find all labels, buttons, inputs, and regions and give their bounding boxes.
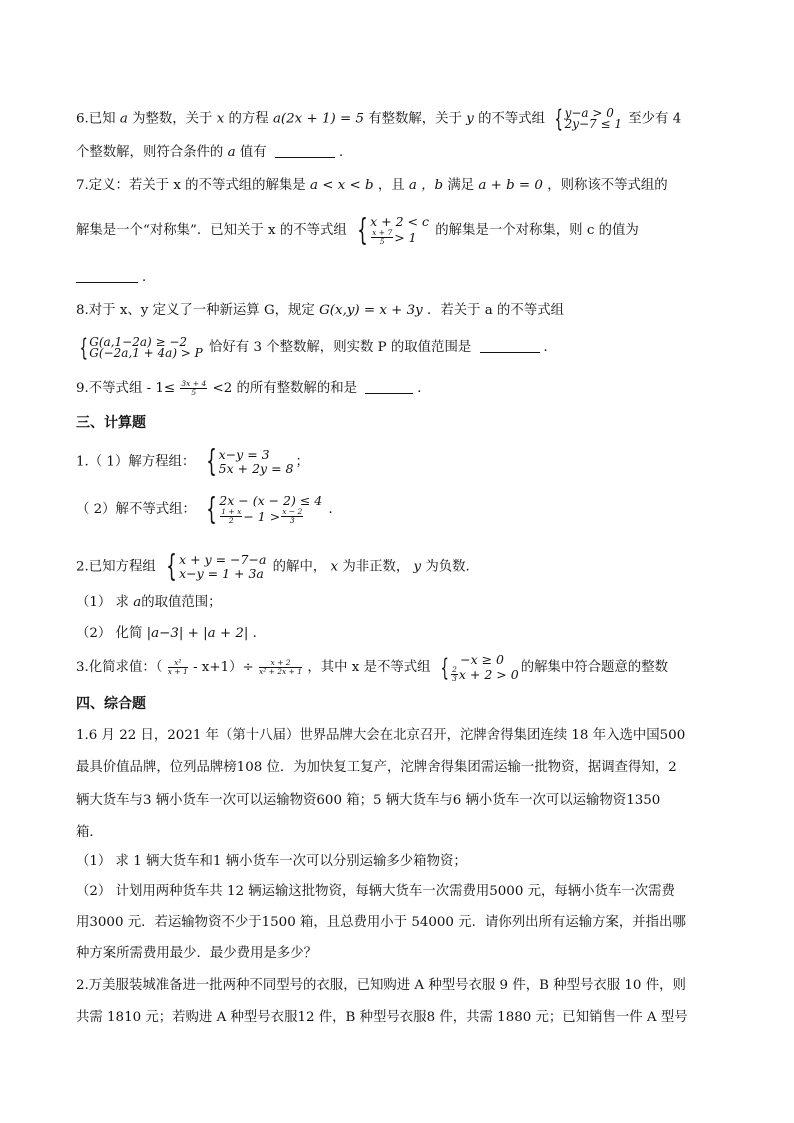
fraction-numerator: 1 + x — [221, 507, 242, 516]
system-row: 2x − (x − 2) ≤ 4 — [219, 493, 323, 508]
fraction-numerator: x + 7 — [372, 228, 393, 237]
text: 为整数，关于 — [132, 111, 213, 127]
math: x — [216, 111, 225, 127]
system-row: > 1 — [394, 229, 417, 245]
text: 解集是一个“对称集”．已知关于 x 的不等式组 — [76, 223, 347, 238]
text: 8.对于 x、y 定义了一种新运算 G，规定 — [76, 303, 315, 318]
text: 的解集是一个对称集，则 c 的值为 — [435, 223, 639, 238]
text: 的方程 — [228, 111, 269, 127]
calc-1-part-1 — [76, 444, 726, 479]
fraction-numerator: x − 2 — [282, 507, 303, 516]
calc-2-part-2 — [76, 624, 726, 644]
text: ． — [328, 502, 342, 517]
question-6-line-2 — [76, 143, 726, 163]
brace-icon: { — [206, 491, 217, 527]
question-7-line-2 — [76, 212, 726, 248]
math: y — [466, 111, 474, 127]
text: ． — [252, 626, 267, 641]
math: a — [133, 595, 142, 610]
text: ． — [142, 270, 156, 285]
comp-2-line-2: 共需 1810 元；若购进 A 种型号衣服12 件，B 种型号衣服8 件，共需 1880 元；已知销售一件 A 型号 — [76, 1010, 688, 1025]
brace-icon: { — [440, 653, 449, 682]
text: - x+1）÷ — [193, 660, 254, 675]
text: 2.已知方程组 — [76, 559, 156, 575]
calc-3 — [76, 651, 726, 685]
comp-1-line-3: 辆大货车与3 辆小货车一次可以运输物资600 箱；5 辆大货车与6 辆小货车一次可以运输物资1350 — [76, 793, 661, 808]
system-row: x−y = 1 + 3a — [179, 566, 264, 581]
text: 的不等式组 — [478, 111, 546, 127]
fraction-denominator: 3 — [289, 516, 295, 525]
fraction-denominator: x + 1 — [167, 667, 188, 676]
math: |a−3| + |a + 2| — [146, 626, 249, 641]
system-row: 2y−7 ≤ 1 — [564, 117, 622, 131]
equation-system — [202, 444, 294, 479]
brace-icon: { — [166, 549, 177, 584]
fraction-numerator: 2 — [452, 664, 457, 674]
comp-1-line-4: 箱． — [76, 825, 103, 840]
answer-blank[interactable] — [365, 379, 413, 394]
question-8-line-1 — [76, 301, 726, 321]
system-row: −x ≥ 0 — [460, 651, 505, 667]
text: 的取值范围； — [141, 595, 222, 610]
math: a — [119, 111, 128, 127]
system-row: x + 2 < c — [370, 214, 430, 229]
inequality-system — [353, 212, 430, 248]
fraction-denominator: 2 — [228, 516, 234, 525]
calc-1-part-2 — [76, 493, 726, 527]
system-row: G(a,1−2a) ≥ −2 — [89, 334, 188, 349]
fraction-denominator: 5 — [379, 237, 385, 246]
brace-icon: { — [357, 212, 368, 248]
fraction-denominator: 5 — [191, 388, 197, 397]
text: 个整数解，则符合条件的 — [76, 145, 224, 160]
text: <2 的所有整数解的和是 — [212, 381, 357, 396]
text: ．若关于 a 的不等式组 — [426, 303, 564, 318]
question-7-line-1 — [76, 176, 726, 196]
question-6-line-1 — [76, 107, 726, 131]
comp-2-line-1: 2.万美服装城准备进一批两种不同型号的衣服，已知购进 A 种型号衣服 9 件，B 种型号衣服 10 件，则 — [76, 978, 686, 993]
fraction-numerator: x + 2 — [259, 659, 302, 668]
text: 为负数． — [425, 559, 479, 575]
text: ，则称该不等式组的 — [547, 178, 668, 193]
text: ． — [417, 381, 431, 396]
system-row: G(−2a,1 + 4a) > P — [89, 345, 203, 360]
math: a — [227, 145, 236, 160]
text: 7.定义：若关于 x 的不等式组的解集是 — [76, 178, 306, 193]
equation-system — [162, 549, 267, 584]
math: y — [413, 559, 422, 575]
comp-1-part-2-line-1: （2） 计划用两种货车共 12 辆运输这批物资，每辆大货车一次需费用5000 元，每辆小货车一次需费 — [76, 884, 675, 899]
answer-blank[interactable] — [480, 338, 540, 353]
question-8-line-2 — [76, 333, 726, 363]
text: 恰好有 3 个整数解，则实数 P 的取值范围是 — [209, 340, 472, 355]
text: 9.不等式组 - 1≤ — [76, 381, 176, 396]
comp-1-part-2-line-3: 种方案所需费用最少．最少费用是多少？ — [76, 946, 318, 961]
text: 至少有 4 — [628, 111, 682, 127]
fraction-numerator: 3x + 4 — [181, 379, 207, 388]
text: . — [338, 145, 344, 160]
math: a ，b — [408, 178, 444, 193]
text: 有整数解，关于 — [368, 111, 462, 127]
system-row: − 1 > — [243, 508, 281, 524]
brace-icon: { — [554, 105, 564, 133]
text: ． — [543, 340, 557, 355]
comp-1-part-2-line-2: 用3000 元．若运输物资不少于1500 箱，且总费用小于 54000 元．请你列出所有运输方案，并指出哪 — [76, 915, 686, 930]
question-9 — [76, 379, 726, 399]
text: ； — [295, 454, 309, 470]
math: G(x,y) = x + 3y — [319, 303, 423, 318]
text: （2） 化简 — [76, 626, 143, 641]
fraction-numerator: x² — [168, 659, 188, 668]
text: 3.化简求值：（ — [76, 660, 163, 675]
inequality-system — [76, 333, 203, 362]
inequality-system — [202, 491, 323, 527]
text: 为非正数， — [342, 559, 410, 575]
calc-2 — [76, 549, 726, 584]
inequality-system — [437, 653, 519, 683]
system-row: 5x + 2y = 8 — [218, 461, 294, 476]
inequality-system — [551, 107, 622, 131]
system-row: y−a > 0 — [564, 106, 614, 120]
text: （1） 求 — [76, 595, 129, 610]
section-heading-calculation: 三、计算题 — [76, 415, 146, 431]
text: 值有 — [239, 145, 267, 160]
text: 的解集中符合题意的整数 — [520, 660, 668, 675]
text: 的解中， — [272, 559, 327, 575]
comp-1-line-1: 1.6 月 22 日，2021 年（第十八届）世界品牌大会在北京召开，沱牌舍得集团连续 18 年入选中国500 — [76, 728, 686, 743]
text: 满足 — [447, 178, 475, 193]
calc-2-part-1 — [76, 593, 726, 613]
section-heading-comprehensive: 四、综合题 — [76, 696, 146, 712]
brace-icon: { — [205, 444, 217, 479]
question-7-line-3 — [76, 268, 726, 288]
comp-1-line-2: 最具价值品牌，位列品牌榜108 位．为加快复工复产，沱牌舍得集团需运输一批物资，据调查得知，2 — [76, 760, 677, 775]
brace-icon: { — [79, 333, 88, 362]
text: ，且 — [377, 178, 405, 193]
comp-1-part-1: （1） 求 1 辆大货车和1 辆小货车一次可以分别运输多少箱物资； — [76, 854, 467, 869]
text: 1.（ 1）解方程组： — [76, 454, 196, 470]
system-row: x + 2 > 0 — [458, 666, 519, 682]
text: 6.已知 — [76, 111, 116, 127]
answer-blank[interactable] — [76, 268, 138, 283]
system-row: x−y = 3 — [218, 447, 270, 462]
fraction-denominator: x² + 2x + 1 — [258, 667, 303, 676]
answer-blank[interactable] — [275, 143, 335, 158]
math: x — [330, 559, 339, 575]
equation: a(2x + 1) = 5 — [272, 111, 364, 127]
fraction-denominator: 3 — [452, 673, 457, 683]
text: ，其中 x 是不等式组 — [307, 660, 431, 675]
math: a + b = 0 — [478, 178, 543, 193]
math: a < x < b — [309, 178, 374, 193]
text: （ 2）解不等式组： — [76, 502, 196, 517]
system-row: x + y = −7−a — [179, 552, 267, 567]
